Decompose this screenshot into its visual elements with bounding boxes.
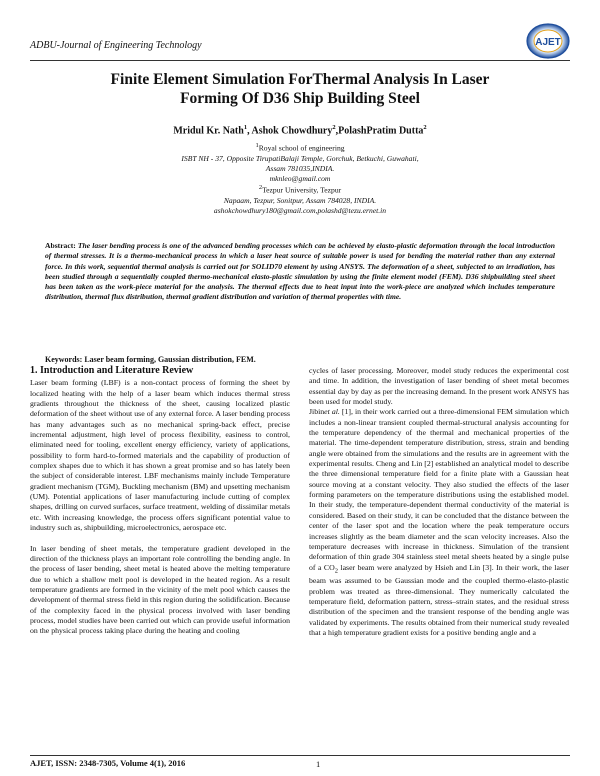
aff2-name: Tezpur University, Tezpur <box>262 185 342 195</box>
right-p2-d: laser beam were analyzed by Hsieh and Lin [3]. In their work, the laser beam was assumed to be Gaussian mode and the coupled thermo-elasto-plastic problem was treated as three-dimensional. They numerically calculated the temperature field, deformation pattern, stress–strain states, and the residual stress distribution of the specimen and the transient response of the bending angle was validated by experiments. The results obtained from their numerical study revealed that a high temperature gradient exists for a positive bending angle and a <box>309 562 570 638</box>
aff2-line1: Napaam, Tezpur, Sonitpur, Assam 784028, INDIA. <box>223 195 377 205</box>
aff1-sup: 1 <box>255 142 259 149</box>
left-paragraph-2: In laser bending of sheet metals, the temperature gradient developed in the direction of the thickness plays an important role controlling the bending angle. In the process of laser bending, sheet metal is heated above the melting temperature due to which a shallow melt pool is developed in the heated region. As a result temperature gradients are formed in the vicinity of the melt pool which causes the development of thermal stress field in this region during the solidification. Because of the complexity faced in the physical process involved with laser bending process, model studies have been carried out which can provide useful information on the physical process taking place during the heating and cooling <box>30 543 290 636</box>
logo-emblem-icon <box>526 22 570 60</box>
aff2-email: ashokchowdhury180@gmail.com,polashd@tezu.ernet.in <box>213 205 387 215</box>
aff1-line1: ISBT NH - 37, Opposite TirupatiBalaji Temple, Gorchuk, Betkuchi, Guwahati, <box>181 153 419 163</box>
right-p2-c: [1], in their work carried out a three-dimensional FEM simulation which includes a non-linear transient coupled thermal-structural analysis accounting for the temperature dependency of the thermal and mechanical properties of the material. The time-dependent temperature distribution, stress, strain and bending angle were obtained from the simulations and the results are in agreement with the experimental results. Cheng and Lin [2] established an analytical model to describe the three dimensional temperature field for a finite plate with a Gaussian heat source moving at a constant velocity. They also studied the effects of the laser forming parameters on the temperature distributions using the established model. In their study, the temperature-dependent thermal conductivity of the material is considered. Based on their study, it can be concluded that the distance between the center of the laser spot and the location where the peak temperature occurs increases slightly as the beam diameter and the scan velocity increases. Also the temperature decreases with increase in thickness. Simulation of the transient deformation of thin grade 304 stainless steel metal sheets heated by a single pulse of a CO <box>309 407 570 572</box>
right-column <box>309 366 569 638</box>
title-line-2: Forming Of D36 Ship Building Steel <box>180 90 420 107</box>
left-column <box>30 366 290 637</box>
right-p2-etal: et al. <box>324 407 340 417</box>
right-paragraph-2 <box>309 407 569 638</box>
paper-title <box>30 70 570 108</box>
author-2-sup: 2 <box>332 124 336 131</box>
aff1-name: Royal school of engineering <box>258 143 345 153</box>
footer-citation: AJET, ISSN: 2348-7305, Volume 4(1), 2016 <box>30 758 186 768</box>
keywords: Keywords: Laser beam forming, Gaussian distribution, FEM. <box>45 355 256 364</box>
footer-rule <box>30 755 570 756</box>
page-header <box>30 22 570 62</box>
right-p2-sub: 2 <box>334 567 338 575</box>
author-3-sup: 2 <box>423 124 427 131</box>
affiliation-1 <box>30 141 570 184</box>
abstract <box>45 241 555 303</box>
right-paragraph-1: cycles of laser processing. Moreover, model study reduces the experimental cost and time. In addition, the investigation of laser bending of sheet metal becomes essential day by day as per the increasing demand. In the present work ANSYS has been used for model study. <box>309 366 569 407</box>
abstract-label: Abstract: <box>45 241 76 250</box>
author-1: Mridul Kr. Nath <box>173 125 244 137</box>
right-p2-a: Jibin <box>309 407 325 417</box>
header-rule <box>30 60 570 61</box>
page-number: 1 <box>316 759 321 769</box>
author-1-sup: 1 <box>243 124 248 131</box>
abstract-text: The laser bending process is one of the advanced bending processes which can be achieved by elasto-plastic deformation through the local introduction of thermal stresses. It is a thermo-mechanical process in which a laser heat source of suitable power is used for bending the material rather than any external force. In this work, sequential thermal analysis is carried out for SOLID70 element by using ANSYS. The deformation of a sheet, subjected to an irradiation, has been studied through a sequentially coupled thermo-mechanical elasto-plastic simulation by using the finite element model (FEM). D36 shipbuilding steel sheet has been taken as the work-piece material for the analysis. The thermal effects due to heat input into the work-piece are analyzed which includes temperature distribution, thermal flux distribution, thermal gradient distribution and variation of thermal properties with time. <box>45 241 555 302</box>
logo-text: AJET <box>535 37 561 48</box>
section-heading: 1. Introduction and Literature Review <box>30 365 194 376</box>
journal-name: ADBU-Journal of Engineering Technology <box>30 40 202 51</box>
affiliation-2 <box>30 183 570 216</box>
author-2: , Ashok Chowdhury <box>247 125 333 137</box>
author-3: ,PolashPratim Dutta <box>335 125 424 137</box>
aff1-email: mknleo@gmail.com <box>269 173 331 183</box>
left-paragraph-1: Laser beam forming (LBF) is a non-contact process of forming the sheet by localized heating with the help of a laser beam which induces thermal stress gradients throughout the thickness of the sheet, causing localized plastic deformation of the sheet without use of any external force. A laser bending process has many advantages such as no mechanical spring-back effect, precise incremental adjustment, high level of process flexibility, easiness to control, eliminated need for tooling, excellent energy efficiency, variety of applications, possibility to form hard-to-formed materials and the capability of production of complex shapes due to which it has shown a great promise and so has lately been the subject of considerable interest. LBF mechanisms mainly include Temperature gradient mechanism (TGM), Buckling mechanism (BM) and upsetting mechanism (UM). Potential applications of laser manufacturing include cutting of complex shapes, drilling on curved surfaces, surface treatment, welding of dissimilar metals etc. With increasing knowledge, the process offers significant potential value to industry such as, shipbuilding, microelectronics, aerospace etc. <box>30 378 290 533</box>
aff1-line2: Assam 781035,INDIA. <box>265 163 335 173</box>
author-list <box>30 124 570 136</box>
title-line-1: Finite Element Simulation ForThermal Analysis In Laser <box>110 71 490 88</box>
journal-logo <box>526 22 570 60</box>
aff2-sup: 2 <box>258 184 263 191</box>
